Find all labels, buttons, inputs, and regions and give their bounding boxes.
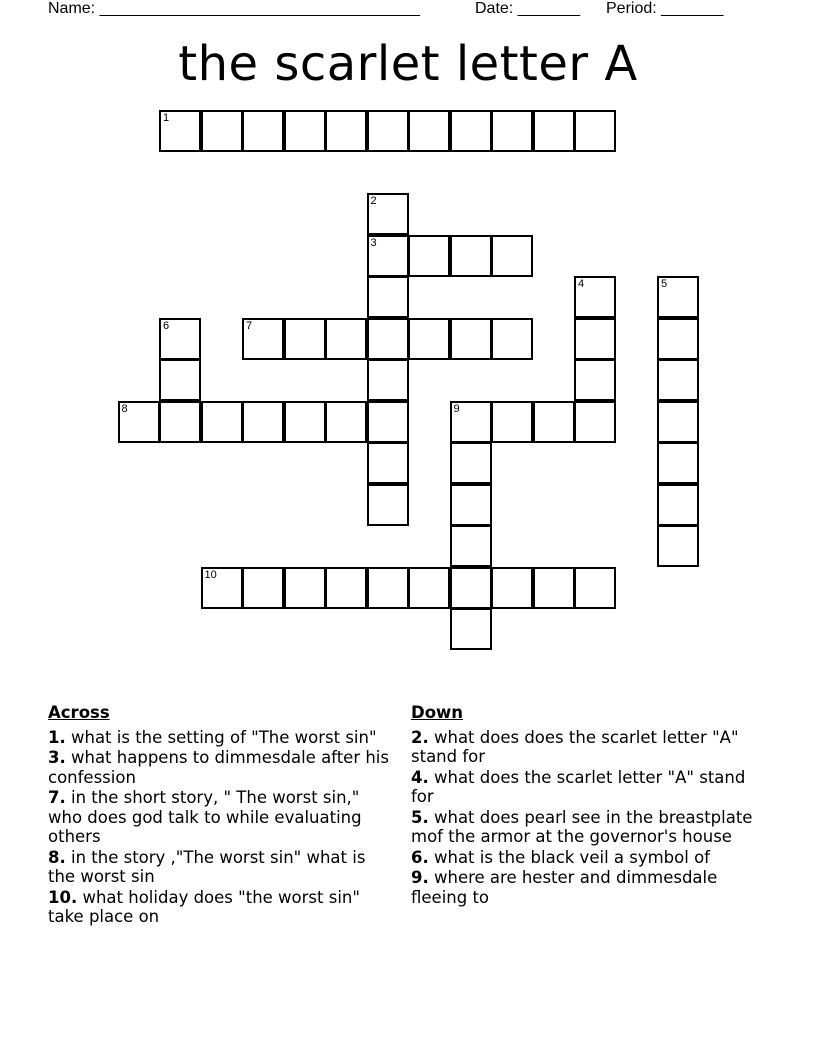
- clue-text: what is the setting of "The worst sin": [65, 727, 377, 747]
- clue-number: 8.: [48, 847, 66, 867]
- across-heading: Across: [48, 703, 110, 722]
- crossword-cell[interactable]: [159, 401, 201, 443]
- clue-number: 7: [246, 319, 253, 332]
- crossword-cell[interactable]: [367, 484, 409, 526]
- crossword-cell[interactable]: [325, 567, 367, 609]
- crossword-cell[interactable]: [118, 401, 160, 443]
- clue-text: what holiday does "the worst sin" take place on: [48, 887, 360, 926]
- clue-number: 10.: [48, 887, 78, 907]
- clue-number: 4: [578, 278, 585, 290]
- clue-text: what does the scarlet letter "A" stand for: [411, 767, 746, 806]
- name-field-label: Name: ____________________________________: [48, 0, 420, 17]
- clue-item: [411, 868, 756, 907]
- crossword-cell[interactable]: [408, 567, 450, 609]
- crossword-cell[interactable]: [367, 276, 409, 318]
- crossword-cell[interactable]: [450, 235, 492, 277]
- clue-number: 2: [370, 195, 377, 207]
- clue-item: [48, 788, 393, 847]
- clue-number: 3: [370, 236, 377, 249]
- clue-item: [48, 748, 393, 787]
- clue-number: 2.: [411, 727, 429, 747]
- clue-text: in the story ,"The worst sin" what is the worst sin: [48, 847, 366, 886]
- clue-number: 7.: [48, 788, 66, 807]
- crossword-cell[interactable]: [574, 567, 616, 609]
- across-clues: [48, 703, 393, 928]
- crossword-cell[interactable]: [450, 567, 492, 609]
- crossword-cell[interactable]: [367, 442, 409, 484]
- crossword-cell[interactable]: [325, 318, 367, 360]
- crossword-cell[interactable]: [367, 193, 409, 235]
- crossword-cell[interactable]: [450, 401, 492, 443]
- clue-number: 8: [121, 402, 128, 415]
- clue-item: [411, 768, 756, 807]
- crossword-cell[interactable]: [491, 235, 533, 277]
- crossword-cell[interactable]: [450, 608, 492, 650]
- clue-text: what is the black veil a symbol of: [428, 847, 710, 867]
- crossword-cell[interactable]: [284, 110, 326, 152]
- clue-item: [411, 848, 756, 868]
- clue-number: 5: [661, 278, 668, 290]
- crossword-cell[interactable]: [242, 401, 284, 443]
- clue-number: 1: [163, 112, 170, 124]
- crossword-cell[interactable]: [533, 401, 575, 443]
- crossword-cell[interactable]: [284, 318, 326, 360]
- crossword-cell[interactable]: [450, 442, 492, 484]
- crossword-cell[interactable]: [657, 401, 699, 443]
- crossword-cell[interactable]: [574, 359, 616, 401]
- clue-item: [48, 728, 393, 748]
- crossword-cell[interactable]: [657, 484, 699, 526]
- crossword-cell[interactable]: [367, 235, 409, 277]
- crossword-cell[interactable]: [657, 276, 699, 318]
- crossword-cell[interactable]: [201, 110, 243, 152]
- crossword-cell[interactable]: [574, 110, 616, 152]
- crossword-cell[interactable]: [408, 235, 450, 277]
- crossword-cell[interactable]: [242, 567, 284, 609]
- crossword-cell[interactable]: [367, 359, 409, 401]
- crossword-cell[interactable]: [491, 567, 533, 609]
- crossword-cell[interactable]: [491, 318, 533, 360]
- crossword-cell[interactable]: [491, 401, 533, 443]
- crossword-cell[interactable]: [533, 567, 575, 609]
- crossword-cell[interactable]: [657, 318, 699, 360]
- crossword-cell[interactable]: [450, 484, 492, 526]
- crossword-cell[interactable]: [574, 276, 616, 318]
- clue-number: 10: [204, 568, 217, 581]
- clue-text: what does does the scarlet letter "A" stand for: [411, 727, 739, 766]
- clue-number: 6: [163, 319, 170, 332]
- clue-text: where are hester and dimmesdale fleeing to: [411, 868, 718, 907]
- date-field-label: Date: _______: [475, 0, 580, 17]
- crossword-cell[interactable]: [367, 401, 409, 443]
- crossword-cell[interactable]: [242, 110, 284, 152]
- crossword-cell[interactable]: [367, 567, 409, 609]
- crossword-cell[interactable]: [242, 318, 284, 360]
- crossword-cell[interactable]: [533, 110, 575, 152]
- clue-number: 6.: [411, 847, 429, 867]
- crossword-cell[interactable]: [450, 110, 492, 152]
- clue-text: what happens to dimmesdale after his confession: [48, 748, 389, 787]
- page-title: the scarlet letter A: [178, 36, 638, 92]
- clue-number: 1.: [48, 727, 66, 747]
- crossword-cell[interactable]: [159, 359, 201, 401]
- period-field-label: Period: _______: [606, 0, 724, 17]
- clue-item: [411, 808, 756, 847]
- clue-item: [48, 848, 393, 887]
- crossword-cell[interactable]: [201, 567, 243, 609]
- down-heading: Down: [411, 703, 464, 722]
- clue-number: 9: [453, 402, 460, 415]
- crossword-cell[interactable]: [574, 318, 616, 360]
- clue-text: in the short story, " The worst sin," who does god talk to while evaluating others: [48, 788, 362, 846]
- clue-number: 5.: [411, 807, 429, 827]
- crossword-cell[interactable]: [367, 318, 409, 360]
- crossword-cell[interactable]: [284, 401, 326, 443]
- clue-item: [411, 728, 756, 767]
- crossword-cell[interactable]: [159, 318, 201, 360]
- crossword-cell[interactable]: [325, 110, 367, 152]
- crossword-cell[interactable]: [491, 110, 533, 152]
- down-clues: [411, 703, 756, 908]
- crossword-cell[interactable]: [657, 359, 699, 401]
- crossword-cell[interactable]: [284, 567, 326, 609]
- crossword-cell[interactable]: [325, 401, 367, 443]
- clue-number: 4.: [411, 767, 429, 787]
- crossword-cell[interactable]: [201, 401, 243, 443]
- crossword-cell[interactable]: [367, 110, 409, 152]
- clue-item: [48, 888, 393, 927]
- clue-number: 3.: [48, 748, 66, 767]
- clue-number: 9.: [411, 868, 429, 887]
- crossword-cell[interactable]: [450, 525, 492, 567]
- crossword-cell[interactable]: [159, 110, 201, 152]
- crossword-cell[interactable]: [657, 525, 699, 567]
- crossword-cell[interactable]: [574, 401, 616, 443]
- crossword-cell[interactable]: [450, 318, 492, 360]
- crossword-cell[interactable]: [408, 110, 450, 152]
- crossword-cell[interactable]: [657, 442, 699, 484]
- clue-text: what does pearl see in the breastplate mof the armor at the governor's house: [411, 807, 753, 846]
- crossword-cell[interactable]: [408, 318, 450, 360]
